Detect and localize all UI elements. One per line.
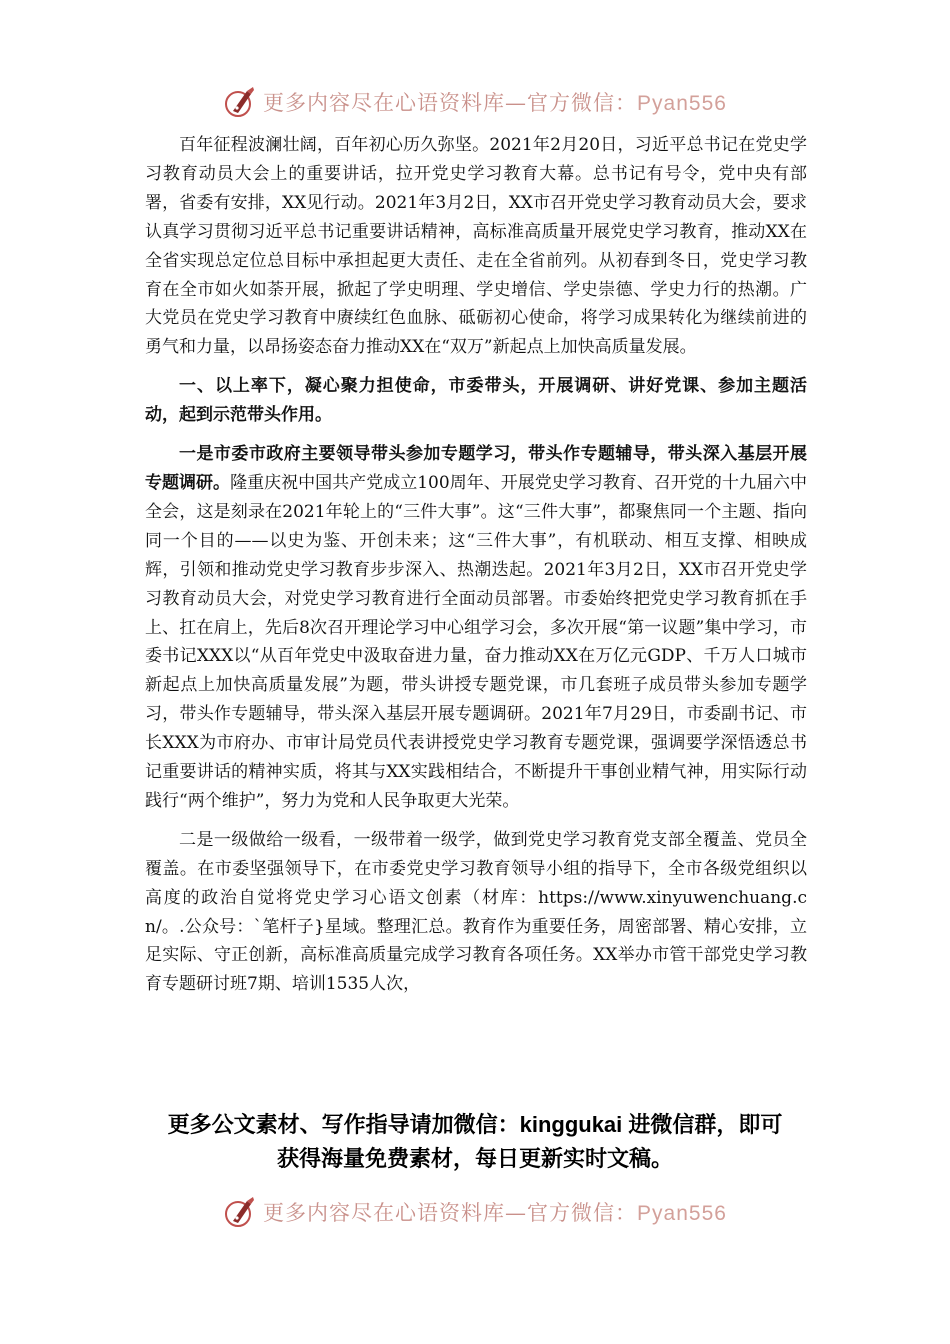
paragraph-point-2 <box>145 826 807 999</box>
paragraph-intro <box>145 131 807 362</box>
paragraph-text: 百年征程波澜壮阔，百年初心历久弥坚。2021年2月20日，习近平总书记在党史学习教育动员大会上的重要讲话，拉开党史学习教育大幕。总书记有号令，党中央有部署，省委有安排，XX见行动。2021年3月2日，XX市召开党史学习教育动员大会，要求认真学习贯彻习近平总书记重要讲话精神，高标准高质量开展党史学习教育，推动XX在全省实现总定位总目标中承担起更大责任、走在全省前列。从初春到冬日，党史学习教育在全市如火如荼开展，掀起了学史明理、学史增信、学史崇德、学史力行的热潮。广大党员在党史学习教育中赓续红色血脉、砥砺初心使命，将学习成果转化为继续前进的勇气和力量，以昂扬姿态奋力推动XX在“双万”新起点上加快高质量发展。 <box>145 135 807 358</box>
paragraph-point-1 <box>145 440 807 816</box>
promo-notice <box>0 1108 950 1176</box>
promo-line-1: 更多公文素材、写作指导请加微信：kinggukai 进微信群，即可 <box>167 1112 783 1137</box>
paragraph-text: 二是一级做给一级看，一级带着一级学，做到党史学习教育党支部全覆盖、党员全覆盖。在市委坚强领导下，在市委党史学习教育领导小组的指导下，全市各级党组织以高度的政治自觉将党史学习心语文创素（材库：https://www.xinyuwenchuang.cn/。.公众号：`笔杆子}星域。整理汇总。教育作为重要任务，周密部署、精心安排，立足实际、守正创新，高标准高质量完成学习教育各项任务。XX举办市管干部党史学习教育专题研讨班7期、培训1535人次， <box>145 829 807 995</box>
watermark-text: 更多内容尽在心语资料库—官方微信：Pyan556 <box>263 1201 727 1225</box>
watermark-text: 更多内容尽在心语资料库—官方微信：Pyan556 <box>263 91 727 115</box>
paragraph-text: 隆重庆祝中国共产党成立100周年、开展党史学习教育、召开党的十九届六中全会，这是刻录在2021年轮上的“三件大事”。这“三件大事”，都聚焦同一个主题、指向同一个目的——以史为鉴、开创未来；这“三件大事”，有机联动、相互支撑、相映成辉，引领和推动党史学习教育步步深入、热潮迭起。2021年3月2日，XX市召开党史学习教育动员大会，对党史学习教育进行全面动员部署。市委始终把党史学习教育抓在手上、扛在肩上，先后8次召开理论学习中心组学习会，多次开展“第一议题”集中学习，市委书记XXX以“从百年党史中汲取奋进力量，奋力推动XX在万亿元GDP、千万人口城市新起点上加快高质量发展”为题，带头讲授专题党课，市几套班子成员带头参加专题学习，带头作专题辅导，带头深入基层开展专题调研。2021年7月29日，市委副书记、市长XXX为市府办、市审计局党员代表讲授党史学习教育专题党课，强调要学深悟透总书记重要讲话的精神实质，将其与XX实践相结合，不断提升干事创业精气神，用实际行动践行“两个维护”，努力为党和人民争取更大光荣。 <box>145 472 807 811</box>
promo-line-2: 获得海量免费素材，每日更新实时文稿。 <box>276 1146 673 1171</box>
watermark-banner-top <box>0 82 950 122</box>
section-heading-text: 一、以上率下，凝心聚力担使命，市委带头，开展调研、讲好党课、参加主题活动，起到示范带头作用。 <box>145 376 807 426</box>
section-heading-1 <box>145 372 807 430</box>
paragraph-lead-bold: 一是市委市政府主要领导带头参加专题学习，带头作专题辅导，带头深入基层开展专题调研。 <box>145 444 807 493</box>
article-body <box>145 131 807 999</box>
fountain-pen-nib-logo-icon <box>223 1195 257 1229</box>
watermark-banner-bottom <box>0 1192 950 1232</box>
fountain-pen-nib-logo-icon <box>223 85 257 119</box>
